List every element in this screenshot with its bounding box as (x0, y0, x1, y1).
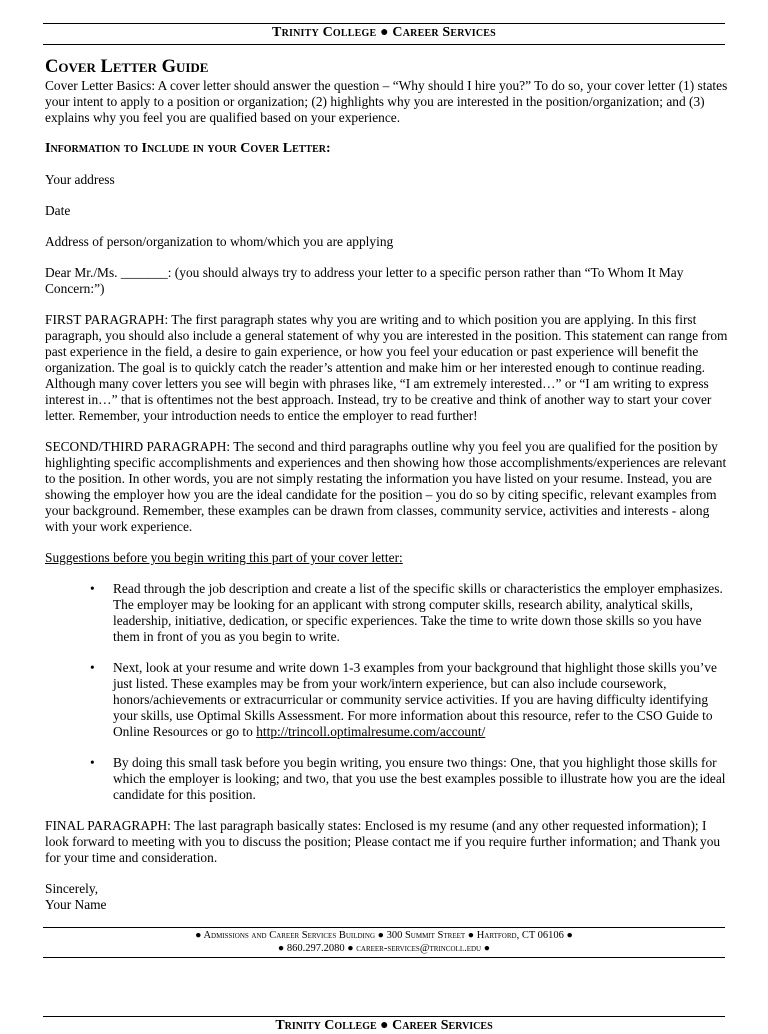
page-header (43, 25, 725, 41)
optimal-resume-link[interactable]: http://trincoll.optimalresume.com/account/ (256, 724, 486, 739)
footer-contact: ● 860.297.2080 ● career-services@trincoll.edu ● (277, 943, 491, 954)
bullet-text: By doing this small task before you begin writing, you ensure two things: One, that you highlight those skills for which the employer is looking; and two, that you use the best examples possible to illustrate how you are the ideal candidate for this position. (113, 755, 726, 802)
next-page-top-rule (43, 1016, 725, 1017)
final-paragraph: FINAL PARAGRAPH: The last paragraph basically states: Enclosed is my resume (and any other requested information); I look forward to meeting with you to discuss the position; Please contact me if you require further information; and Thank you for your time and consideration. (45, 818, 721, 865)
page-footer (43, 929, 725, 955)
list-item (90, 755, 728, 803)
salutation-line: Dear Mr./Ms. _______: (you should always try to address your letter to a specific person rather than “To Whom It May Concern:”) (45, 265, 684, 296)
footer-address: ● Admissions and Career Services Building ● 300 Summit Street ● Hartford, CT 06106 ● (195, 930, 573, 941)
page-title: Cover Letter Guide (45, 57, 209, 77)
info-heading: Information to Include in your Cover Letter: (45, 141, 331, 156)
header-bottom-rule (43, 44, 725, 45)
signature-name: Your Name (45, 897, 107, 912)
footer-bottom-rule (43, 957, 725, 958)
bullet-icon: • (90, 581, 95, 596)
top-rule (43, 23, 725, 24)
suggestions-list (90, 581, 728, 803)
recipient-address-line: Address of person/organization to whom/which you are applying (45, 234, 394, 249)
document-body (45, 56, 728, 913)
header-separator: ● (380, 25, 389, 40)
header-dept: Career Services (392, 25, 496, 40)
first-paragraph: FIRST PARAGRAPH: The first paragraph states why you are writing and to which position you are applying. In this first paragraph, you should also include a general statement of why you are interested in the position. This statement can range from past experience in the field, a desire to gain experience, or how you feel your education or past experience will benefit the organization. The goal is to quickly catch the reader’s attention and make him or her interested enough to continue reading. Although many cover letters you see will begin with phrases like, “I am extremely interested…” or “I am writing to express interest in…” that is oftentimes not the best approach. Instead, try to be creative and think of another way to start your cover letter. Remember, your introduction needs to entice the employer to read further! (45, 312, 728, 423)
list-item (90, 660, 728, 740)
bullet-text: Next, look at your resume and write down 1-3 examples from your background that highlight those skills you’ve just listed. These examples may be from your work/intern experience, but can also include coursework, honors/achievements or extracurricular or community service activities. If you are having difficulty identifying your skills, use Optimal Skills Assessment. For more information about this resource, refer to the CSO Guide to Online Resources or go to (113, 660, 717, 739)
second-paragraph: SECOND/THIRD PARAGRAPH: The second and third paragraphs outline why you feel you are qualified for the position by highlighting specific accomplishments and experiences and then showing how those accomplishments/experiences are relevant to the position. In other words, you are not simply restating the information you have listed on your resume. Instead, you are showing the employer how you are the ideal candidate for the position – you do so by citing specific, relevant examples from your background. Remember, these examples can be drawn from classes, community service, activities and interests - along with your work experience. (45, 439, 727, 534)
next-page-header (43, 1018, 725, 1034)
bullet-text: Read through the job description and create a list of the specific skills or characteristics the employer emphasizes. The employer may be looking for an applicant with strong computer skills, research ability, analytical skills, leadership, initiative, dedication, or specific experiences. Take the time to write down those skills so you have them in front of you as you begin to write. (113, 581, 723, 644)
header-org: Trinity College (272, 25, 377, 40)
bullet-icon: • (90, 755, 95, 770)
bullet-icon: • (90, 660, 95, 675)
intro-paragraph: Cover Letter Basics: A cover letter should answer the question – “Why should I hire you?” To do so, your cover letter (1) states your intent to apply to a position or organization; (2) highlights why you are interested in the position/organization; and (3) explains why you feel you are qualified based on your experience. (45, 78, 728, 125)
list-item (90, 581, 728, 645)
your-address-line: Your address (45, 172, 115, 187)
date-line: Date (45, 203, 71, 218)
suggestions-heading: Suggestions before you begin writing this part of your cover letter: (45, 550, 403, 565)
closing-line: Sincerely, (45, 881, 99, 896)
next-header-dept: Career Services (392, 1018, 493, 1033)
next-header-separator: ● (380, 1018, 389, 1033)
next-header-org: Trinity College (275, 1018, 377, 1033)
footer-top-rule (43, 927, 725, 928)
